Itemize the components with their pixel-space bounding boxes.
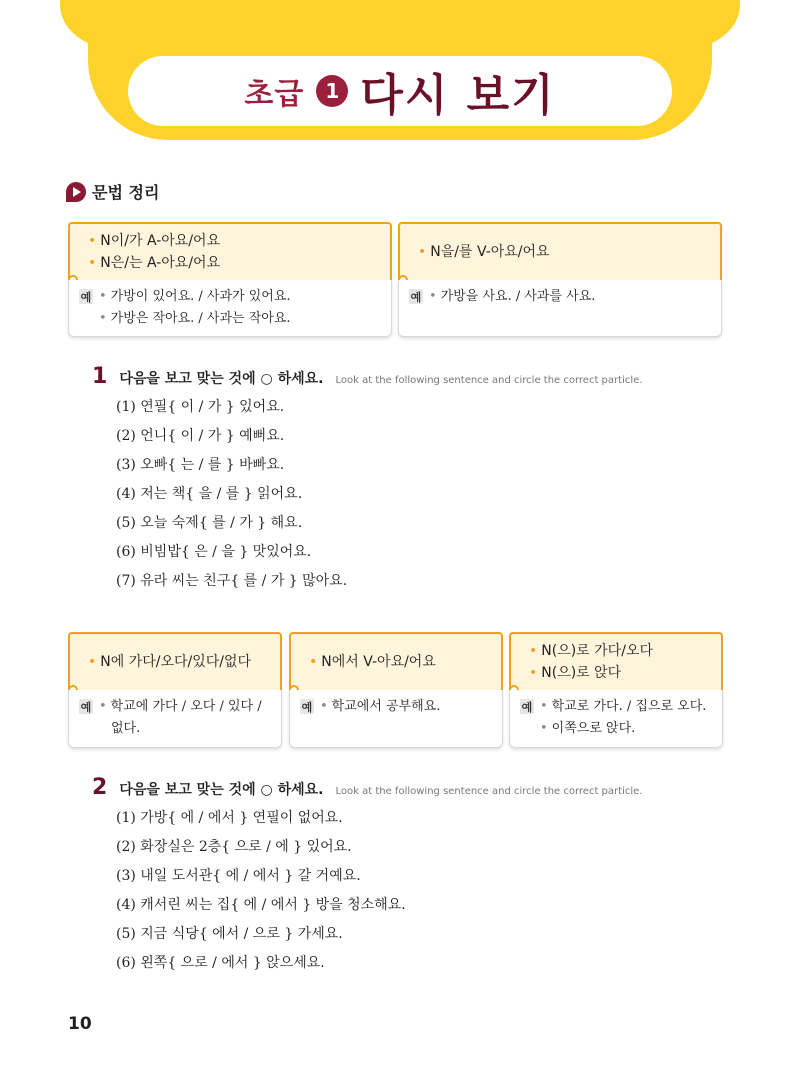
example-sentence: • 가방은 작아요. / 사과는 작아요. (99, 311, 291, 326)
exercise-item: (4) 캐서린 씨는 집{ 에 / 에서 } 방을 청소해요. (116, 897, 406, 913)
grammar-box (398, 222, 722, 337)
page-number: 10 (68, 1014, 92, 1034)
grammar-pattern-area (398, 222, 722, 280)
section-heading (66, 180, 159, 203)
exercise-instruction: 다음을 보고 맞는 것에 ○ 하세요. (119, 782, 324, 798)
exercise-1-heading (92, 364, 642, 389)
example-area (509, 690, 723, 748)
exercise-instruction-english: Look at the following sentence and circle the correct particle. (335, 375, 643, 386)
grammar-pattern-area (68, 222, 392, 280)
grammar-pattern-area (289, 632, 503, 690)
section-title: 문법 정리 (92, 183, 160, 202)
exercise-item: (1) 연필{ 이 / 가 } 있어요. (116, 399, 285, 415)
exercise-item: (6) 왼쪽{ 으로 / 에서 } 앉으세요. (116, 955, 325, 971)
example-area (289, 690, 503, 748)
example-sentence: • 학교로 가다. / 집으로 오다. (540, 699, 707, 714)
example-tag: 예 (301, 700, 313, 714)
exercise-item: (6) 비빔밥{ 은 / 을 } 맛있어요. (116, 544, 312, 560)
example-sentence: • 가방을 사요. / 사과를 사요. (429, 289, 596, 304)
exercise-number: 2 (92, 775, 108, 800)
exercise-2-heading (92, 775, 642, 800)
chapter-title-banner (128, 56, 672, 126)
grammar-pattern: • N에 가다/오다/있다/없다 (88, 654, 252, 670)
example-sentence: • 이쪽으로 앉다. (540, 721, 636, 736)
grammar-box (509, 632, 723, 748)
exercise-item: (1) 가방{ 에 / 에서 } 연필이 없어요. (116, 810, 343, 826)
exercise-item: (3) 오빠{ 는 / 를 } 바빠요. (116, 457, 285, 473)
example-area (68, 280, 392, 337)
exercise-item: (7) 유라 씨는 친구{ 를 / 가 } 많아요. (116, 573, 348, 589)
example-tag: 예 (80, 700, 92, 714)
play-icon (66, 182, 86, 202)
example-sentence: • 가방이 있어요. / 사과가 있어요. (99, 289, 291, 304)
grammar-pattern-area (509, 632, 723, 690)
grammar-pattern-area (68, 632, 282, 690)
exercise-item: (5) 지금 식당{ 에서 / 으로 } 가세요. (116, 926, 343, 942)
chapter-number-badge: 1 (316, 75, 348, 107)
exercise-item: (3) 내일 도서관{ 에 / 에서 } 갈 거예요. (116, 868, 361, 884)
example-tag: 예 (410, 290, 422, 304)
grammar-pattern: • N을/를 V-아요/어요 (418, 244, 550, 260)
exercise-number: 1 (92, 364, 108, 389)
exercise-item: (2) 화장실은 2층{ 으로 / 에 } 있어요. (116, 839, 352, 855)
grammar-box (68, 632, 282, 748)
exercise-instruction-english: Look at the following sentence and circle the correct particle. (335, 786, 643, 797)
exercise-item: (4) 저는 책{ 을 / 를 } 읽어요. (116, 486, 303, 502)
grammar-pattern: • N이/가 A-아요/어요 (88, 233, 221, 249)
grammar-pattern: • N(으)로 앉다 (529, 665, 622, 681)
exercise-item: (2) 언니{ 이 / 가 } 예뻐요. (116, 428, 285, 444)
grammar-box (289, 632, 503, 748)
exercise-1-items (116, 393, 347, 596)
example-tag: 예 (521, 700, 533, 714)
grammar-pattern: • N은/는 A-아요/어요 (88, 255, 221, 271)
example-sentence: • 학교에 가다 / 오다 / 있다 / (99, 699, 262, 714)
chapter-level: 초급 (244, 77, 305, 112)
chapter-title: 다시 보기 (360, 70, 556, 121)
exercise-instruction: 다음을 보고 맞는 것에 ○ 하세요. (119, 371, 324, 387)
grammar-pattern: • N(으)로 가다/오다 (529, 643, 653, 659)
grammar-box (68, 222, 392, 337)
example-sentence: • 학교에서 공부해요. (320, 699, 441, 714)
example-area (398, 280, 722, 337)
grammar-pattern: • N에서 V-아요/어요 (309, 654, 436, 670)
exercise-item: (5) 오늘 숙제{ 를 / 가 } 해요. (116, 515, 303, 531)
exercise-2-items (116, 804, 406, 978)
example-tag: 예 (80, 290, 92, 304)
example-sentence: 없다. (111, 721, 141, 736)
example-area (68, 690, 282, 748)
